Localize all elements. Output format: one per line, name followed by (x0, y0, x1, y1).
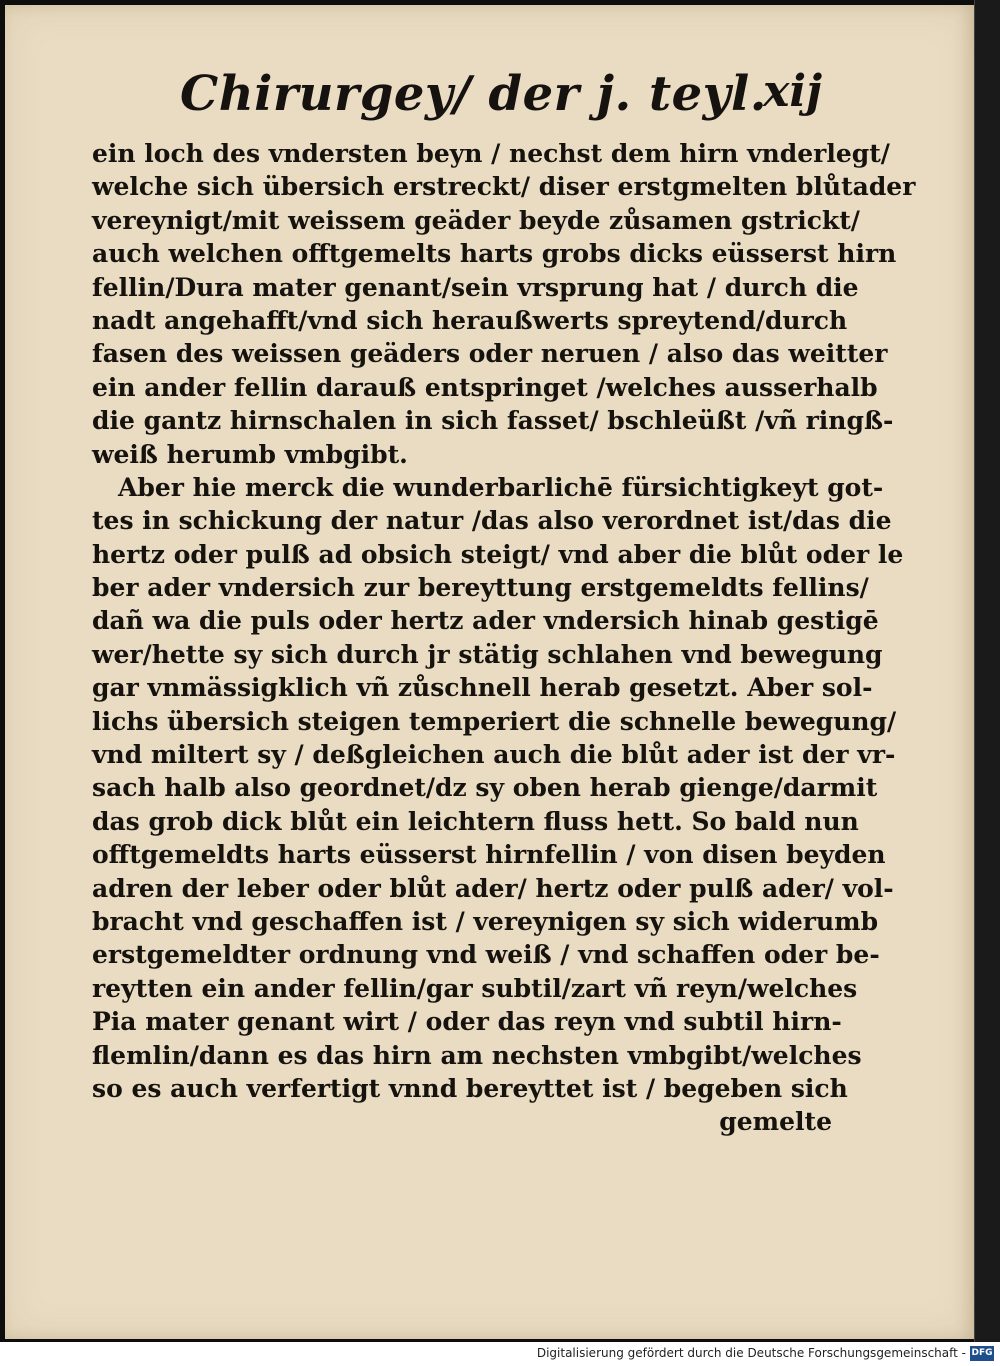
text-line: die gantz hirnschalen in sich fasset/ bschleüßt /vñ ringß- (92, 406, 894, 436)
running-head (180, 66, 840, 136)
text-line: das grob dick blůt ein leichtern fluss hett. So bald nun (92, 806, 859, 836)
text-line: nadt angehafft/vnd sich heraußwerts spreytend/durch (92, 305, 848, 335)
text-line: Pia mater genant wirt / oder das reyn vnd subtil hirn- (92, 1007, 842, 1037)
page-edge-strip (974, 0, 1000, 1342)
dfg-logo: DFG (970, 1346, 994, 1361)
footer-bar (0, 1342, 1000, 1366)
text-line: fellin/Dura mater genant/sein vrsprung hat / durch die (92, 272, 859, 302)
text-line: vereynigt/mit weissem geäder beyde zůsamen gstrickt/ (92, 205, 860, 235)
text-line: ber ader vndersich zur bereyttung erstgemeldts fellins/ (92, 573, 869, 603)
text-line: so es auch verfertigt vnnd bereyttet ist / begeben sich (92, 1073, 848, 1103)
text-line: ein ander fellin darauß entspringet /welches ausserhalb (92, 372, 878, 402)
text-line: gar vnmässigklich vñ zůschnell herab gesetzt. Aber sol- (92, 673, 873, 703)
folio-number: xij (763, 66, 822, 117)
text-line: flemlin/dann es das hirn am nechsten vmbgibt/welches (92, 1040, 862, 1070)
text-line: offtgemeldts harts eüsserst hirnfellin / von disen beyden (92, 840, 886, 870)
text-line: reytten ein ander fellin/gar subtil/zart vñ reyn/welches (92, 973, 858, 1003)
text-line: adren der leber oder blůt ader/ hertz oder pulß ader/ vol- (92, 873, 894, 903)
text-line: hertz oder pulß ad obsich steigt/ vnd aber die blůt oder le (92, 539, 904, 569)
text-line: ein loch des vndersten beyn / nechst dem hirn vnderlegt/ (92, 139, 890, 168)
text-line: auch welchen offtgemelts harts grobs dicks eüsserst hirn (92, 239, 897, 269)
text-line: bracht vnd geschaffen ist / vereynigen sy sich widerumb (92, 906, 879, 936)
text-line: lichs übersich steigen temperiert die schnelle bewegung/ (92, 706, 897, 736)
funding-note: Digitalisierung gefördert durch die Deutsche Forschungsgemeinschaft - (536, 1346, 966, 1360)
text-line: Aber hie merck die wunderbarlichē fürsichtigkeyt got- (118, 472, 884, 502)
text-line: fasen des weissen geäders oder neruen / also das weitter (92, 339, 888, 369)
running-title: Chirurgey/ der j. teyl. (180, 66, 767, 122)
text-line: dañ wa die puls oder hertz ader vndersich hinab gestigē (92, 606, 879, 636)
text-line: welche sich übersich erstreckt/ diser erstgmelten blůtader (92, 172, 916, 202)
text-line: vnd miltert sy / deßgleichen auch die blůt ader ist der vr- (92, 740, 896, 770)
text-line: tes in schickung der natur /das also verordnet ist/das die (92, 506, 892, 536)
text-line: weiß herumb vmbgibt. (92, 439, 408, 469)
text-line: sach halb also geordnet/dz sy oben herab gienge/darmit (92, 773, 878, 803)
body-text (92, 137, 916, 1139)
catchword: gemelte (719, 1107, 832, 1137)
text-line: wer/hette sy sich durch jr stätig schlahen vnd bewegung (92, 639, 883, 669)
text-line: erstgemeldter ordnung vnd weiß / vnd schaffen oder be- (92, 940, 880, 970)
